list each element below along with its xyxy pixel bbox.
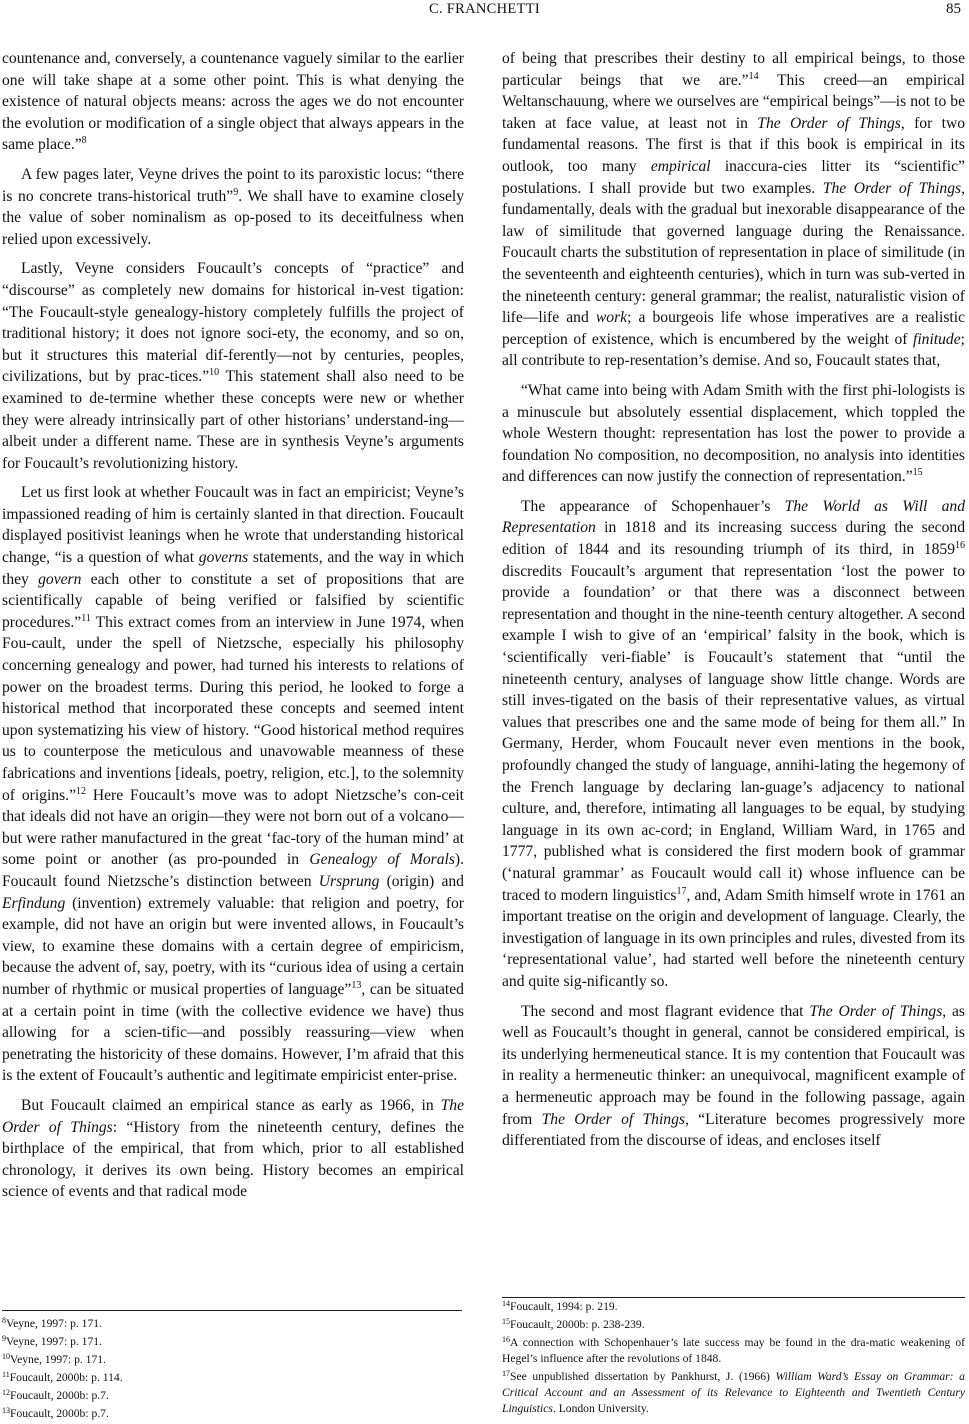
footnote-divider-right xyxy=(502,1297,965,1298)
paragraph xyxy=(2,258,464,474)
footnote xyxy=(2,1316,462,1332)
footnote-marker: 9 xyxy=(2,1334,6,1343)
footnote-marker: 10 xyxy=(209,367,220,379)
text-run: . We shall have to examine closely the value of sober nominalism as op-posed to its deceitfulness when relied upon excessively. xyxy=(2,187,464,248)
footnote-marker: 9 xyxy=(233,186,239,198)
paragraph xyxy=(2,164,464,250)
text-run: “What came into being with Adam Smith with the first phi-lologists is a minuscule but absolutely essential displacement, which toppled the whole Western thought: representation has lost the power to provide a foundation No composition, no decomposition, no analysis into identities and differences can now justify the connection of representation.” xyxy=(502,381,965,486)
footnote-marker: 11 xyxy=(81,612,91,624)
page-header xyxy=(0,0,969,22)
text-run: The second and most flagrant evidence that The Order of Things, as well as Foucault’s thought in general, cannot be considered empirical, is its underlying hermeneutical stance. It is my contention that Foucault was in reality a hermeneutic thinker: an unequivocal, magnificent example of a hermeneutic approach may be found in the following passage, again from The Order of Things, “Literature becomes progressively more differentiated from the discourse of ideas, and encloses itself xyxy=(502,1002,965,1150)
footnote xyxy=(502,1317,965,1333)
footnote-marker: 11 xyxy=(2,1370,10,1379)
text-run: countenance and, conversely, a countenance vaguely similar to the earlier one will take shape at a some other point. This is what denying the existence of natural objects means: across the ages we do not encounter the evolution or modification of a single object that always appears in the same place.” xyxy=(2,50,464,154)
footnote xyxy=(502,1299,965,1315)
text-run: , can be situated at a certain point in time (with the collective evidence we have) thus allowing for a scien-tific—and possibly reassuring—view when penetrating the historicity of these domains. However, I’m afraid that this is the extent of Foucault’s authentic and legitimate empiricist enter-prise. xyxy=(2,980,464,1085)
footnote-text: See unpublished dissertation by Pankhurst, J. (1966) William Ward’s Essay on Grammar: a Critical Account and an Assessment of its Relevance to Eighteenth and Twentieth Century Linguistics. London University. xyxy=(502,1370,965,1415)
footnote-marker: 8 xyxy=(2,1316,6,1325)
footnotes-right xyxy=(502,1299,965,1419)
footnotes-left xyxy=(2,1316,462,1424)
footnote-marker: 12 xyxy=(2,1388,10,1397)
text-run: Here Foucault’s move was to adopt Nietzsche’s con-ceit that ideals did not have an origin—they were not born out of a volcano—but were rather manufactured in the great ‘fac-tory of the human mind’ at some point or another (as pro-pounded in Genealogy of Morals). Foucault found Nietzsche’s distinction between Ursprung (origin) and Erfindung (invention) extremely valuable: that religion and poetry, for example, did not have an origin but were invented allows, in Foucault’s view, to examine these domains with a certain degree of empiricism, because the advent of, say, poetry, with its “curious idea of using a certain number of rhythmic or musical properties of language” xyxy=(2,786,464,998)
footnote-text: Foucault, 2000b: p.7. xyxy=(10,1407,109,1420)
footnote-text: A connection with Schopenhauer’s late success may be found in the dra-matic weakening of Hegel’s influence after the revolutions of 1848. xyxy=(502,1336,965,1365)
text-run: of being that prescribes their destiny to all empirical beings, to those particular beings that we are.” xyxy=(502,50,965,89)
text-run: This extract comes from an interview in June 1974, when Fou-cault, under the spell of Nietzsche, especially his philosophy concerning genealogy and power, had turned his interests to relations of power on the broadest terms. During this period, he looked to forge a historical method that incorporated these concepts and seemed intent upon systematizing his view of history. “Good historical method requires us to counterpose the meticulous and unavowable meanness of these fabrications and inventions [ideals, poetry, religion, etc.], to the solemnity of origins.” xyxy=(2,613,464,804)
footnote xyxy=(2,1334,462,1350)
footnote xyxy=(502,1335,965,1367)
footnote-marker: 14 xyxy=(502,1299,510,1308)
text-run: , and, Adam Smith himself wrote in 1761 an important treatise on the origin and development of language. Clearly, the investigation of language in its own principles and rules, divested from its ‘representational value’, had started well before the nineteenth century and quite sig-nificantly so. xyxy=(502,886,966,990)
text-run: Lastly, Veyne considers Foucault’s concepts of “practice” and “discourse” as completely new domains for historical in-vest tigation: “The Foucault-style genealogy-history completely fulfills the project of traditional history; it does not ignore soci-ety, the economy, and so on, but it structures this material dif-ferently—not by centuries, peoples, civilizations, but by prac-tices.” xyxy=(2,260,464,386)
footnote-marker: 16 xyxy=(955,540,965,552)
footnote-marker: 13 xyxy=(2,1406,10,1415)
footnote-text: Foucault, 2000b: p. 114. xyxy=(9,1371,123,1384)
paragraph xyxy=(2,48,464,156)
footnote-text: Veyne, 1997: p. 171. xyxy=(6,1335,102,1348)
text-run: discredits Foucault’s argument that representation ‘lost the power to provide a foundation’ or that there was a disconnect between representation and thought in the nine-teenth century altogether. A second example I wish to give of an ‘empirical’ falsity in the book, which is ‘scientifically veri-fiable’ is Foucault’s statement that “until the nineteenth century, analyses of language show little change. Words are still inves-tigated on the basis of their representative values, as virtual values that prescribes one and the same mode of being for them all.” In Germany, Herder, whom Foucault never even mentions in the book, profoundly changed the study of language, annihi-lating the hegemony of the French language by declaring lan-guage’s adjacency to national culture, and, therefore, intimating all languages to be equal, by studying language in its own ac-cord; in England, William Ward, in 1765 and 1777, published what is considered the first modern book of grammar (‘natural grammar’ as Foucault would call it) whose influence can be traced to modern linguistics xyxy=(502,562,965,904)
footnote-text: Foucault, 2000b: p.7. xyxy=(10,1389,109,1402)
footnote-marker: 12 xyxy=(76,785,86,797)
paragraph xyxy=(2,482,464,1087)
right-column xyxy=(502,48,965,1160)
footnote-marker: 17 xyxy=(676,885,687,897)
footnote xyxy=(2,1370,462,1386)
footnote-text: Foucault, 2000b: p. 238-239. xyxy=(510,1318,645,1331)
footnote-marker: 14 xyxy=(748,70,759,82)
text-run: The appearance of Schopenhauer’s The World as Will and Representation in 1818 and its increasing success during the second edition of 1844 and its resounding triumph of its third, in 1859 xyxy=(502,497,966,559)
running-head: C. FRANCHETTI xyxy=(428,1,541,17)
footnote-marker: 10 xyxy=(2,1352,10,1361)
paragraph xyxy=(502,48,965,372)
text-run: This statement shall also need to be examined to de-termine whether these concepts were new or whether they were already intrinsically part of other historians’ understand-ing—albeit under a different name. These are in synthesis Veyne’s arguments for Foucault’s revolutionizing history. xyxy=(2,368,464,472)
footnote-marker: 16 xyxy=(502,1335,510,1344)
footnote-text: Foucault, 1994: p. 219. xyxy=(510,1300,618,1313)
paragraph xyxy=(2,1095,464,1203)
footnote-text: Veyne, 1997: p. 171. xyxy=(6,1317,102,1330)
paragraph xyxy=(502,496,965,993)
text-run: Let us first look at whether Foucault was in fact an empiricist; Veyne’s impassioned reading of him is certainly slanted in that direction. Foucault displayed positivist leanings when he wrote that understanding historical change, “is a question of what governs statements, and the way in which they govern each other to constitute a set of propositions that are scientifically capable of being verified or falsified by scientific procedures.” xyxy=(2,484,465,631)
footnote-marker: 8 xyxy=(81,135,87,147)
footnote-marker: 15 xyxy=(912,467,923,479)
footnote-text: Veyne, 1997: p. 171. xyxy=(10,1353,106,1366)
footnote-marker: 13 xyxy=(351,979,362,991)
footnote xyxy=(2,1406,462,1422)
paragraph xyxy=(502,1001,965,1152)
footnote-divider-left xyxy=(2,1310,462,1311)
text-run: This creed—an empirical Weltanschauung, where we ourselves are “empirical beings”—is not to be taken at face value, at least not in The Order of Things, for two fundamental reasons. The first is that if this book is empirical in its outlook, too many empirical inaccura-cies litter its “scientific” postulations. I shall provide but two examples. The Order of Things, fundamentally, deals with the gradual but inexorable disappearance of the law of similitude that governed language during the Renaissance. Foucault charts the substitution of representation in place of similitude (in the seventeenth and eighteenth centuries), which in turn was sub-verted in the nineteenth century: general grammar; the realist, naturalistic vision of life—life and work; a bourgeois life whose imperatives are a realistic perception of existence, which is encumbered by the weight of finitude; all contribute to rep-resentation’s demise. And so, Foucault states that, xyxy=(502,71,966,370)
text-run: A few pages later, Veyne drives the point to its paroxistic locus: “there is no concrete trans-historical truth” xyxy=(2,165,464,205)
page-number: 85 xyxy=(946,1,961,17)
footnote xyxy=(502,1369,965,1417)
footnote-marker: 15 xyxy=(502,1317,510,1326)
paragraph xyxy=(502,380,965,488)
footnote-marker: 17 xyxy=(502,1369,510,1378)
left-column xyxy=(2,48,464,1211)
footnote xyxy=(2,1352,462,1368)
text-run: But Foucault claimed an empirical stance as early as 1966, in The Order of Things: “History from the nineteenth century, defines the birthplace of the empirical, that from which, prior to all established chronology, it derives its own being. History becomes an empirical science of events and that radical mode xyxy=(2,1096,465,1201)
footnote xyxy=(2,1388,462,1404)
